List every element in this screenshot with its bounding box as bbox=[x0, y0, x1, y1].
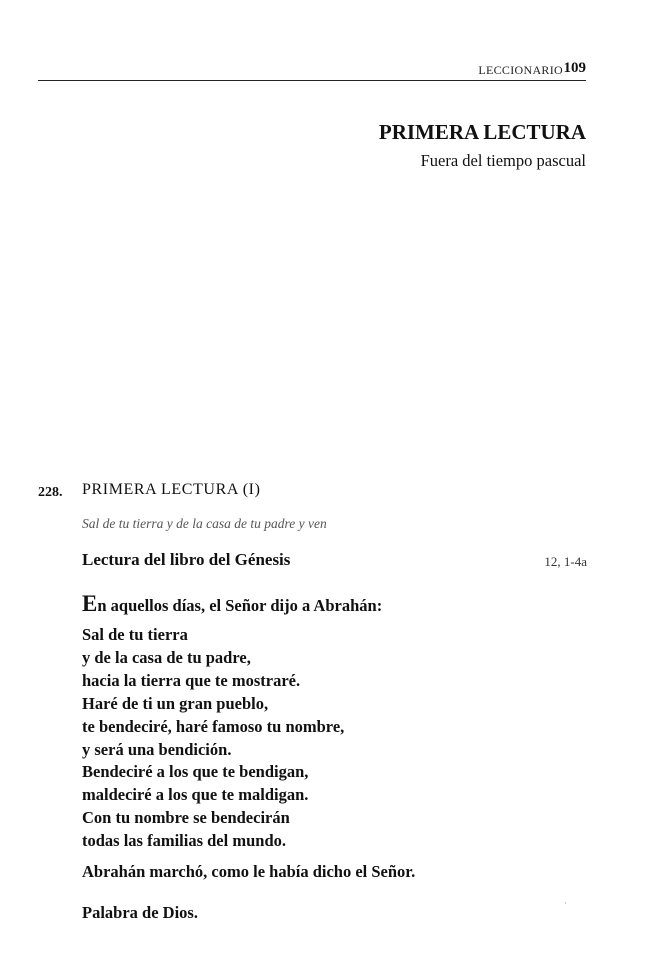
closing-line: Abrahán marchó, como le había dicho el Señor. bbox=[82, 862, 416, 882]
running-header-label: LECCIONARIO bbox=[478, 63, 563, 77]
verse-line: y de la casa de tu padre, bbox=[82, 647, 251, 667]
stray-mark: · bbox=[564, 898, 567, 908]
reading-body bbox=[82, 590, 582, 925]
reading-number: 228. bbox=[38, 485, 63, 500]
reading-book-title: Lectura del libro del Génesis bbox=[82, 550, 291, 569]
section-title: PRIMERA LECTURA bbox=[378, 120, 586, 144]
acclamation: Palabra de Dios. bbox=[82, 903, 198, 923]
verse-line: y será una bendición. bbox=[82, 739, 232, 759]
page-number: 109 bbox=[563, 60, 586, 76]
opening-line bbox=[82, 590, 582, 620]
drop-initial: E bbox=[82, 591, 98, 616]
reading-summary: Sal de tu tierra y de la casa de tu padre y ven bbox=[82, 516, 327, 531]
header-rule bbox=[38, 80, 586, 81]
verse-line: todas las familias del mundo. bbox=[82, 831, 286, 851]
scripture-citation: 12, 1-4a bbox=[544, 554, 587, 569]
reading-title: PRIMERA LECTURA (I) bbox=[82, 481, 261, 498]
verse-line: Haré de ti un gran pueblo, bbox=[82, 693, 269, 713]
verse-line: Bendeciré a los que te bendigan, bbox=[82, 762, 309, 782]
verse-line: Con tu nombre se bendecirán bbox=[82, 808, 290, 828]
verse-list bbox=[82, 624, 582, 853]
opening-text: n aquellos días, el Señor dijo a Abrahán: bbox=[97, 596, 383, 615]
section-subtitle: Fuera del tiempo pascual bbox=[420, 151, 586, 170]
verse-line: te bendeciré, haré famoso tu nombre, bbox=[82, 716, 345, 736]
verse-line: hacia la tierra que te mostraré. bbox=[82, 670, 301, 690]
verse-line: maldeciré a los que te maldigan. bbox=[82, 785, 309, 805]
verse-line: Sal de tu tierra bbox=[82, 625, 188, 644]
